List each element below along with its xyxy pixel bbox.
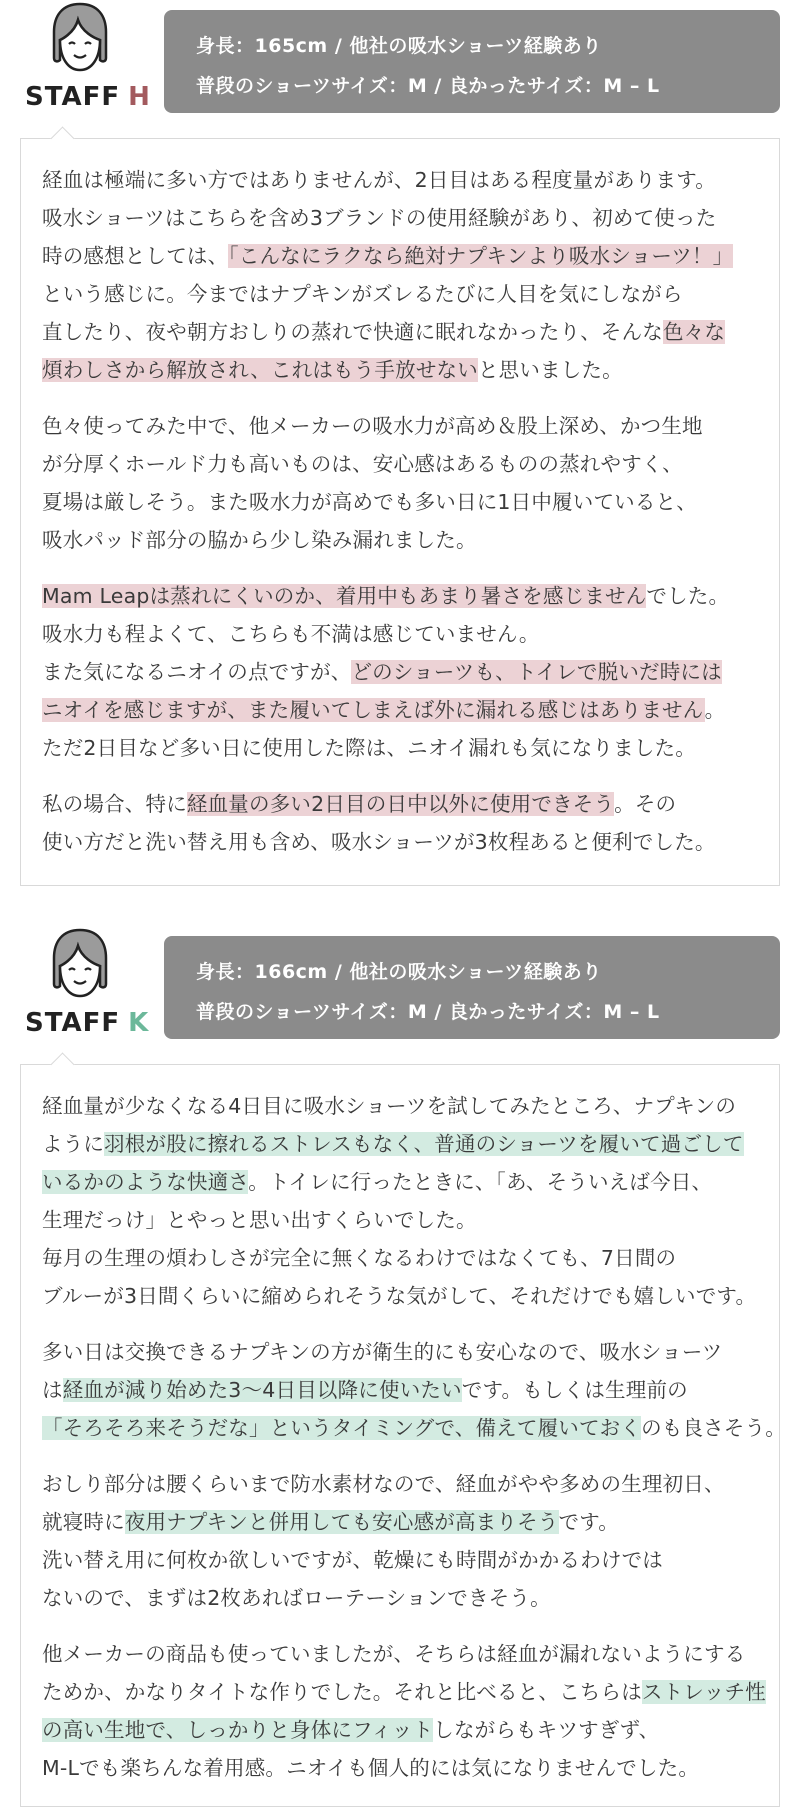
text-line xyxy=(42,729,759,767)
size-info: 普段のショーツサイズ：M / 良かったサイズ：M – L xyxy=(196,75,660,97)
text-line xyxy=(42,1087,759,1125)
highlighted-text: 「そろそろ来そうだな」というタイミングで、備えて履いておく xyxy=(42,1416,642,1440)
review-paragraph xyxy=(42,161,759,389)
body-text: ブルーが3日間くらいに縮められそうな気がして、それだけでも嬉しいです。 xyxy=(42,1284,757,1308)
review-body xyxy=(42,1087,786,1787)
review-paragraph xyxy=(42,1087,759,1315)
body-text: 。トイレに行ったときに、「あ、そういえば今日、 xyxy=(248,1170,713,1194)
body-text: です。もしくは生理前の xyxy=(461,1378,688,1402)
body-text: 生理だっけ」とやっと思い出すくらいでした。 xyxy=(42,1208,477,1232)
body-text: 使い方だと洗い替え用も含め、吸水ショーツが3枚程あると便利でした。 xyxy=(42,830,716,854)
highlighted-text: ニオイを感じますが、また履いてしまえば外に漏れる感じはありません xyxy=(42,698,705,722)
body-text: 時の感想としては、 xyxy=(42,244,229,268)
text-line xyxy=(42,161,759,199)
review-card xyxy=(20,138,780,886)
text-line xyxy=(42,1163,759,1201)
staff-initial: H xyxy=(128,82,151,112)
staff-name xyxy=(25,1008,149,1038)
highlighted-text: 夜用ナプキンと併用しても安心感が高まりそう xyxy=(124,1510,559,1534)
body-text: 経血量が少なくなる4日目に吸水ショーツを試してみたところ、ナプキンの xyxy=(42,1094,737,1118)
woman-face-icon xyxy=(48,926,112,1004)
body-text: 洗い替え用に何枚か欲しいですが、乾燥にも時間がかかるわけでは xyxy=(42,1548,663,1572)
highlighted-text: の高い生地で、しっかりと身体にフィット xyxy=(42,1718,434,1742)
text-line xyxy=(42,351,759,389)
highlighted-text: いるかのような快適さ xyxy=(42,1170,249,1194)
text-line xyxy=(42,1409,786,1447)
text-line xyxy=(42,521,759,559)
review-paragraph xyxy=(42,577,759,767)
review-paragraph xyxy=(42,785,759,861)
speech-notch xyxy=(50,1052,74,1076)
body-text: 色々使ってみた中で、他メーカーの吸水力が高め＆股上深め、かつ生地 xyxy=(42,414,703,438)
body-text: 吸水ショーツはこちらを含め3ブランドの使用経験があり、初めて使った xyxy=(42,206,717,230)
speech-notch xyxy=(50,126,74,150)
body-text: 。 xyxy=(704,698,726,722)
staff-name xyxy=(25,82,151,112)
text-line xyxy=(42,199,759,237)
staff-label: STAFF xyxy=(25,82,121,112)
body-text: また気になるニオイの点ですが、 xyxy=(42,660,352,684)
text-line xyxy=(42,1371,759,1409)
body-text: 他メーカーの商品も使っていましたが、そちらは経血が漏れないようにする xyxy=(42,1642,746,1666)
body-text: 毎月の生理の煩わしさが完全に無くなるわけではなくても、7日間の xyxy=(42,1246,677,1270)
text-line xyxy=(42,313,759,351)
body-text: という感じに。今まではナプキンがズレるたびに人目を気にしながら xyxy=(42,282,683,306)
body-text: おしり部分は腰くらいまで防水素材なので、経血がやや多めの生理初日、 xyxy=(42,1472,725,1496)
text-line xyxy=(42,1749,759,1787)
highlighted-text: Mam Leapは蒸れにくいのか、着用中もあまり暑さを感じません xyxy=(42,584,647,608)
body-text: ためか、かなりタイトな作りでした。それと比べると、こちらは xyxy=(42,1680,642,1704)
body-text: 経血は極端に多い方ではありませんが、2日目はある程度量があります。 xyxy=(42,168,717,192)
body-text: です。 xyxy=(558,1510,619,1534)
body-text: ただ2日目など多い日に使用した際は、ニオイ漏れも気になりました。 xyxy=(42,736,696,760)
text-line xyxy=(42,653,759,691)
review-card xyxy=(20,1064,786,1807)
body-text: 吸水パッド部分の脇から少し染み漏れました。 xyxy=(42,528,477,552)
highlighted-text: 煩わしさから解放され、これはもう手放せない xyxy=(42,358,478,382)
body-text: ように xyxy=(42,1132,105,1156)
text-line xyxy=(42,691,759,729)
text-line xyxy=(42,275,759,313)
review-body xyxy=(42,161,759,861)
review-paragraph xyxy=(42,1635,766,1787)
body-text: が分厚くホールド力も高いものは、安心感はあるものの蒸れやすく、 xyxy=(42,452,683,476)
body-text: 直したり、夜や朝方おしりの蒸れで快適に眠れなかったり、そんな xyxy=(42,320,663,344)
staff-info-box xyxy=(164,10,780,113)
highlighted-text: 経血が減り始めた3〜4日目以降に使いたい xyxy=(62,1378,462,1402)
text-line xyxy=(42,1711,759,1749)
highlighted-text: ストレッチ性 xyxy=(641,1680,766,1704)
body-text: M-Lでも楽ちんな着用感。ニオイも個人的には気になりませんでした。 xyxy=(42,1756,700,1780)
height-info: 身長：165cm / 他社の吸水ショーツ経験あり xyxy=(196,35,602,57)
body-text: ないので、まずは2枚あればローテーションできそう。 xyxy=(42,1586,551,1610)
text-line xyxy=(42,577,759,615)
height-info: 身長：166cm / 他社の吸水ショーツ経験あり xyxy=(196,961,602,983)
body-text: 就寝時に xyxy=(42,1510,125,1534)
staff-initial: K xyxy=(128,1008,150,1038)
staff-header xyxy=(20,926,150,1054)
review-paragraph xyxy=(42,407,759,559)
highlighted-text: 経血量の多い2日目の日中以外に使用できそう xyxy=(186,792,615,816)
body-text: と思いました。 xyxy=(477,358,623,382)
text-line xyxy=(42,785,759,823)
body-text: 多い日は交換できるナプキンの方が衛生的にも安心なので、吸水ショーツ xyxy=(42,1340,723,1364)
staff-label: STAFF xyxy=(25,1008,121,1038)
body-text: のも良さそう。 xyxy=(641,1416,786,1440)
body-text: 夏場は厳しそう。また吸水力が高めでも多い日に1日中履いていると、 xyxy=(42,490,697,514)
text-line xyxy=(42,1579,759,1617)
body-text: でした。 xyxy=(646,584,730,608)
text-line xyxy=(42,1333,759,1371)
text-line xyxy=(42,1541,759,1579)
body-text: しながらもキツすぎず、 xyxy=(433,1718,660,1742)
text-line xyxy=(42,445,759,483)
body-text: 私の場合、特に xyxy=(42,792,187,816)
text-line xyxy=(42,407,759,445)
text-line xyxy=(42,1239,759,1277)
highlighted-text: 「こんなにラクなら絶対ナプキンより吸水ショーツ！」 xyxy=(228,244,734,268)
staff-info-box xyxy=(164,936,780,1039)
text-line xyxy=(42,1125,759,1163)
body-text: は xyxy=(42,1378,63,1402)
highlighted-text: どのショーツも、トイレで脱いだ時には xyxy=(351,660,722,684)
highlighted-text: 羽根が股に擦れるストレスもなく、普通のショーツを履いて過ごして xyxy=(104,1132,744,1156)
body-text: 。その xyxy=(614,792,677,816)
text-line xyxy=(42,615,759,653)
body-text: 吸水力も程よくて、こちらも不満は感じていません。 xyxy=(42,622,540,646)
text-line xyxy=(42,483,759,521)
staff-header xyxy=(20,0,151,128)
text-line xyxy=(42,1503,759,1541)
text-line xyxy=(42,823,759,861)
woman-face-icon xyxy=(48,0,112,78)
text-line xyxy=(42,1673,766,1711)
text-line xyxy=(42,1465,759,1503)
size-info: 普段のショーツサイズ：M / 良かったサイズ：M – L xyxy=(196,1001,660,1023)
highlighted-text: 色々な xyxy=(663,320,726,344)
text-line xyxy=(42,1277,759,1315)
review-paragraph xyxy=(42,1465,759,1617)
text-line xyxy=(42,1635,759,1673)
text-line xyxy=(42,1201,759,1239)
review-paragraph xyxy=(42,1333,786,1447)
text-line xyxy=(42,237,759,275)
